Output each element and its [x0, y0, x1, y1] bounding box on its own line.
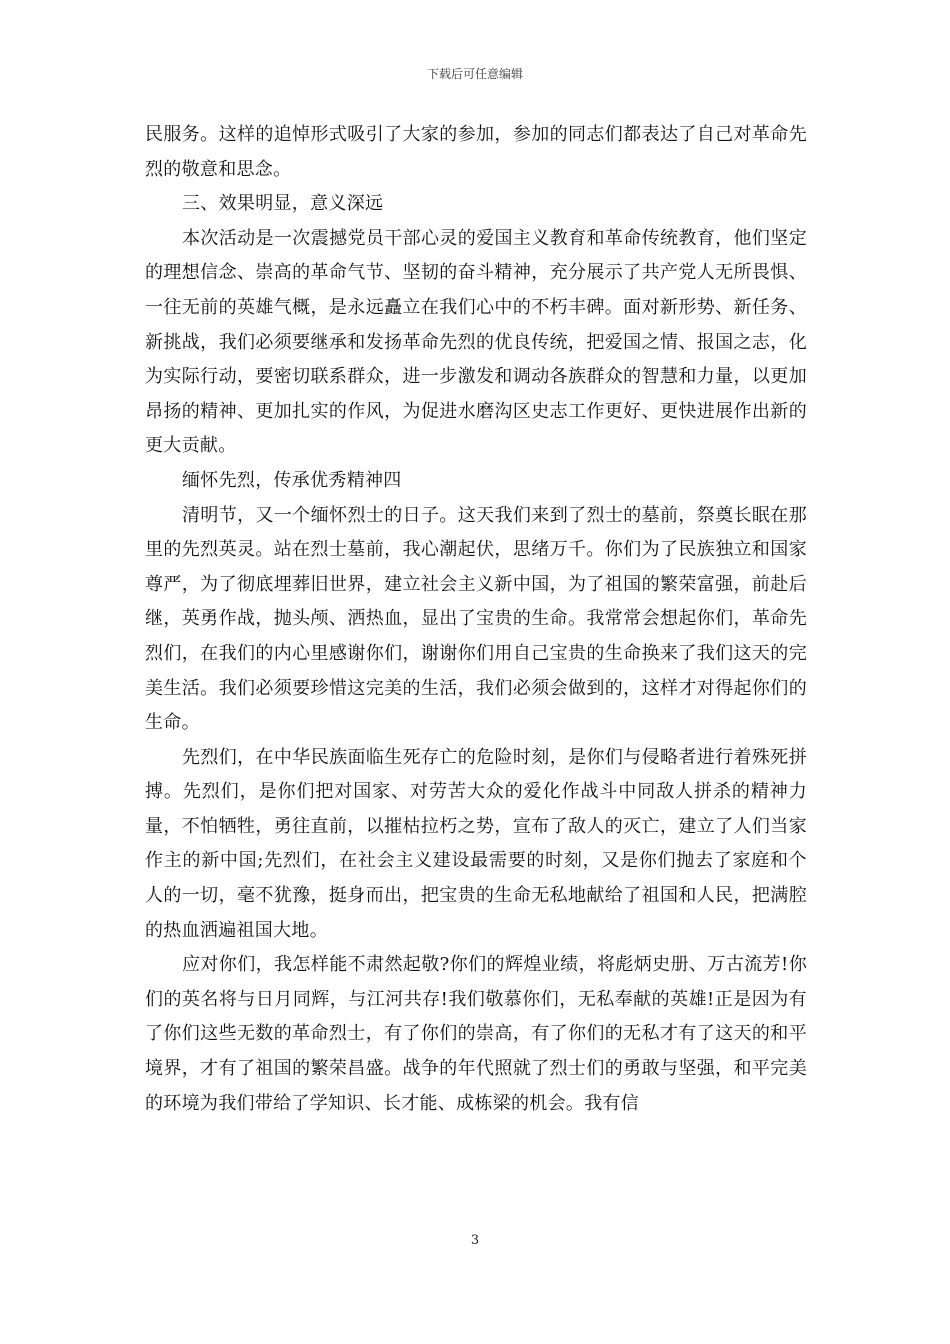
paragraph-2: 本次活动是一次震撼党员干部心灵的爱国主义教育和革命传统教育，他们坚定的理想信念、崇高的革命气节、坚韧的奋斗精神，充分展示了共产党人无所畏惧、一往无前的英雄气概，是永远矗立在我们心中的不朽丰碑。面对新形势、新任务、新挑战，我们必须要继承和发扬革命先烈的优良传统，把爱国之情、报国之志，化为实际行动，要密切联系群众，进一步激发和调动各族群众的智慧和力量，以更加昂扬的精神、更加扎实的作风，为促进水磨沟区史志工作更好、更快进展作出新的更大贡献。: [145, 227, 807, 457]
section-heading-4: 缅怀先烈，传承优秀精神四: [182, 469, 402, 491]
paragraph-5: 应对你们，我怎样能不肃然起敬?你们的辉煌业绩，将彪炳史册、万古流芳!你们的英名将与日月同辉，与江河共存!我们敬慕你们，无私奉献的英雄!正是因为有了你们这些无数的革命烈士，有了你们的崇高，有了你们的无私才有了这天的和平境界，才有了祖国的繁荣昌盛。战争的年代照就了烈士们的勇敢与坚强，和平完美的环境为我们带给了学知识、长才能、成栋梁的机会。我有信: [145, 954, 807, 1114]
paragraph-3: 清明节，又一个缅怀烈士的日子。这天我们来到了烈士的墓前，祭奠长眠在那里的先烈英灵。站在烈士墓前，我心潮起伏，思绪万千。你们为了民族独立和国家尊严，为了彻底埋葬旧世界，建立社会主义新中国，为了祖国的繁荣富强，前赴后继，英勇作战，抛头颅、洒热血，显出了宝贵的生命。我常常会想起你们，革命先烈们，在我们的内心里感谢你们，谢谢你们用自己宝贵的生命换来了我们这天的完美生活。我们必须要珍惜这完美的生活，我们必须会做到的，这样才对得起你们的生命。: [145, 504, 807, 734]
page-header: 下载后可任意编辑: [426, 67, 523, 81]
document-body: [145, 118, 807, 1121]
paragraph-1: 民服务。这样的追悼形式吸引了大家的参加，参加的同志们都表达了自己对革命先烈的敬意和思念。: [145, 124, 807, 180]
page-number: 3: [470, 1233, 480, 1248]
paragraph-4: 先烈们，在中华民族面临生死存亡的危险时刻，是你们与侵略者进行着殊死拼搏。先烈们，是你们把对国家、对劳苦大众的爱化作战斗中同敌人拼杀的精神力量，不怕牺牲，勇往直前，以摧枯拉朽之势，宣布了敌人的灭亡，建立了人们当家作主的新中国;先烈们，在社会主义建设最需要的时刻，又是你们抛去了家庭和个人的一切，毫不犹豫，挺身而出，把宝贵的生命无私地献给了祖国和人民，把满腔的热血洒遍祖国大地。: [145, 746, 807, 941]
section-heading-3: 三、效果明显，意义深远: [182, 193, 384, 215]
